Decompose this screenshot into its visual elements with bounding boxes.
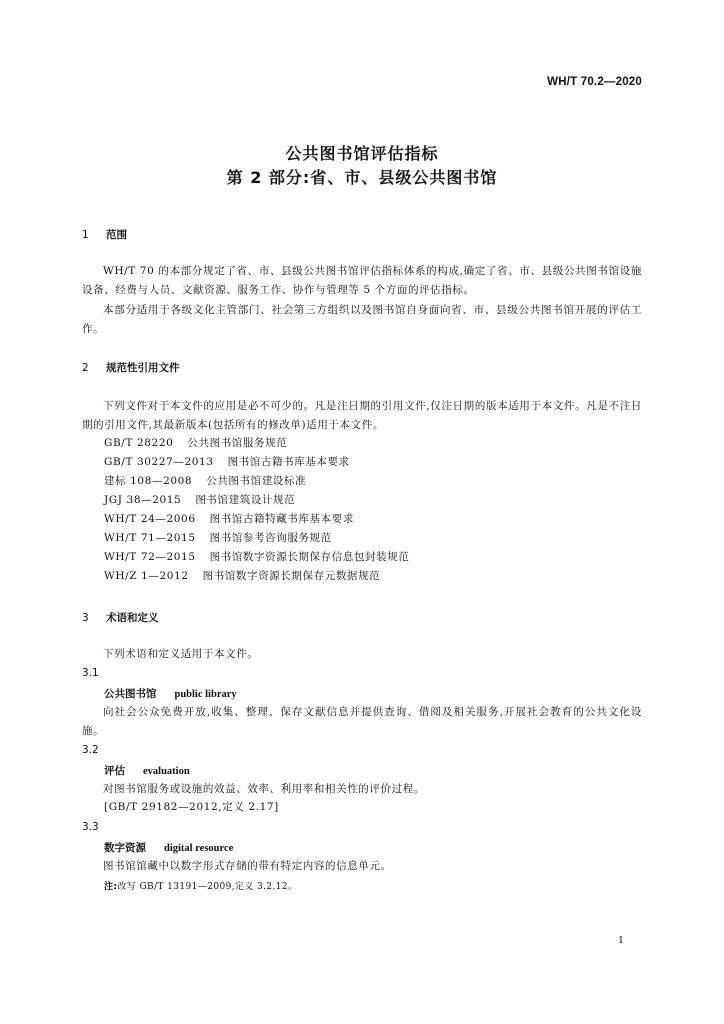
term-cn: 数字资源 — [104, 842, 146, 854]
reference-item — [104, 511, 354, 526]
document-title: 公共图书馆评估指标 — [285, 144, 439, 163]
reference-code: GB/T 30227—2013 — [104, 456, 214, 468]
reference-code: WH/T 24—2006 — [104, 513, 196, 525]
term-definition: 图书馆馆藏中以数字形式存储的带有特定内容的信息单元。 — [103, 860, 392, 872]
reference-title: 图书馆古籍特藏书库基本要求 — [209, 513, 354, 525]
section-title: 规范性引用文件 — [106, 362, 180, 374]
term-en: evaluation — [143, 766, 190, 777]
term-note — [104, 879, 297, 892]
section-number: 1 — [82, 229, 89, 241]
term-cn: 评估 — [104, 765, 125, 777]
references-intro: 下列文件对于本文件的应用是必不可少的。凡是注日期的引用文件,仅注日期的版本适用于本文件。凡是不注日期的引用文件,其最新版本(包括所有的修改单)适用于本文件。 — [82, 400, 642, 431]
reference-code: JGJ 38—2015 — [104, 494, 182, 506]
reference-code: WH/Z 1—2012 — [104, 570, 189, 582]
term-number: 3.1 — [82, 667, 99, 679]
reference-title: 图书馆数字资源长期保存信息包封装规范 — [209, 551, 410, 563]
reference-title: 图书馆数字资源长期保存元数据规范 — [202, 570, 381, 582]
term-en: digital resource — [164, 843, 234, 854]
section-heading-terms — [82, 610, 159, 625]
reference-title: 公共图书馆服务规范 — [187, 437, 288, 449]
terms-intro: 下列术语和定义适用于本文件。 — [103, 648, 259, 660]
scope-paragraph-1: WH/T 70 的本部分规定了省、市、县级公共图书馆评估指标体系的构成,确定了省、市、县级公共图书馆设施设备、经费与人员、文献资源、服务工作、协作与管理等 5 个方面的评估指标。 — [82, 265, 642, 296]
term-source: [GB/T 29182—2012,定义 2.17] — [104, 801, 279, 813]
reference-item — [104, 568, 380, 583]
section-number: 3 — [82, 612, 89, 624]
reference-item — [104, 549, 409, 564]
term-heading — [104, 686, 237, 701]
reference-item — [104, 530, 332, 545]
reference-title: 图书馆参考咨询服务规范 — [209, 532, 332, 544]
section-title: 术语和定义 — [106, 612, 159, 624]
term-definition: 向社会公众免费开放,收集、整理、保存文献信息并提供查询、借阅及相关服务,开展社会教育的公共文化设施。 — [82, 706, 642, 737]
term-heading — [104, 840, 233, 855]
term-heading — [104, 763, 190, 778]
term-definition: 对图书馆服务或设施的效益、效率、利用率和相关性的评价过程。 — [103, 783, 425, 795]
term-number: 3.3 — [82, 821, 99, 833]
page-number: 1 — [617, 935, 624, 946]
reference-code: WH/T 71—2015 — [104, 532, 196, 544]
note-label: 注: — [104, 882, 118, 892]
reference-code: 建标 108—2008 — [104, 475, 193, 487]
document-code: WH/T 70.2—2020 — [547, 76, 642, 88]
scope-paragraph-2: 本部分适用于各级文化主管部门、社会第三方组织以及图书馆自身面向省、市、县级公共图书馆开展的评估工作。 — [82, 304, 642, 335]
reference-title: 公共图书馆建设标准 — [206, 475, 307, 487]
term-cn: 公共图书馆 — [104, 688, 157, 700]
reference-title: 图书馆古籍书库基本要求 — [227, 456, 350, 468]
reference-item — [104, 454, 350, 469]
reference-item — [104, 473, 306, 488]
term-en: public library — [174, 689, 237, 700]
reference-code: WH/T 72—2015 — [104, 551, 196, 563]
document-subtitle: 第 2 部分:省、市、县级公共图书馆 — [226, 168, 498, 187]
reference-item — [104, 492, 295, 507]
term-number: 3.2 — [82, 744, 99, 756]
reference-code: GB/T 28220 — [104, 437, 174, 449]
section-number: 2 — [82, 362, 89, 374]
reference-item — [104, 435, 287, 450]
reference-title: 图书馆建筑设计规范 — [195, 494, 296, 506]
section-heading-scope — [82, 227, 127, 242]
note-text: 改写 GB/T 13191—2009,定义 3.2.12。 — [117, 882, 298, 892]
section-heading-normative-references — [82, 360, 180, 375]
section-title: 范围 — [106, 229, 127, 241]
